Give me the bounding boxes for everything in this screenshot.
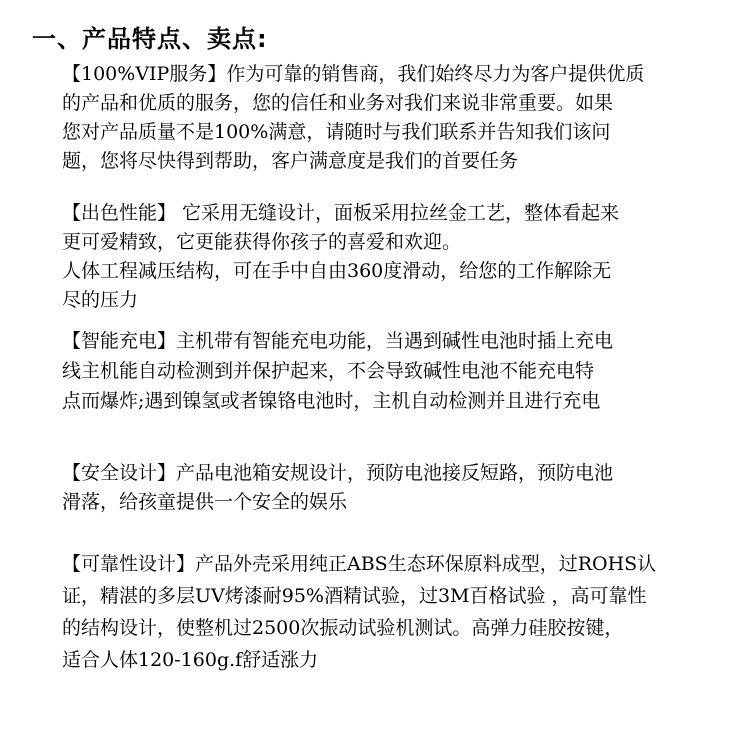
text-line: 【100%VIP服务】作为可靠的销售商，我们始终尽力为客户提供优质 — [62, 63, 645, 85]
text-line: 题，您将尽快得到帮助，客户满意度是我们的首要任务 — [62, 150, 519, 172]
text-line: 您对产品质量不是100%满意，请随时与我们联系并告知我们该问 — [62, 121, 611, 143]
text-line: 尽的压力 — [62, 289, 139, 311]
text-line: 线主机能自动检测到并保护起来，不会导致碱性电池不能充电特 — [62, 360, 595, 382]
text-line: 的产品和优质的服务，您的信任和业务对我们来说非常重要。如果 — [62, 92, 614, 114]
text-line: 人体工程减压结构，可在手中自由360度滑动，给您的工作解除无 — [62, 260, 612, 282]
text-line: 的结构设计，使整机过2500次振动试验机测试。高弹力硅胶按键， — [62, 617, 624, 639]
text-line: 点而爆炸;遇到镍氢或者镍铬电池时，主机自动检测并且进行充电 — [62, 390, 601, 412]
text-line: 证，精湛的多层UV烤漆耐95%酒精试验，过3M百格试验 ，高可靠性 — [62, 585, 647, 607]
text-line: 滑落，给孩童提供一个安全的娱乐 — [62, 491, 348, 513]
text-line: 【出色性能】 它采用无缝设计，面板采用拉丝金工艺，整体看起来 — [62, 202, 620, 224]
text-line: 适合人体120-160g.f舒适涨力 — [62, 649, 319, 671]
page-title: 一、产品特点、卖点: — [32, 25, 268, 53]
text-line: 【智能充电】主机带有智能充电功能，当遇到碱性电池时插上充电 — [62, 330, 614, 352]
text-line: 【可靠性设计】产品外壳采用纯正ABS生态环保原料成型，过ROHS认 — [62, 553, 657, 575]
text-line: 更可爱精致，它更能获得你孩子的喜爱和欢迎。 — [62, 231, 462, 253]
text-line: 【安全设计】产品电池箱安规设计，预防电池接反短路，预防电池 — [62, 462, 614, 484]
